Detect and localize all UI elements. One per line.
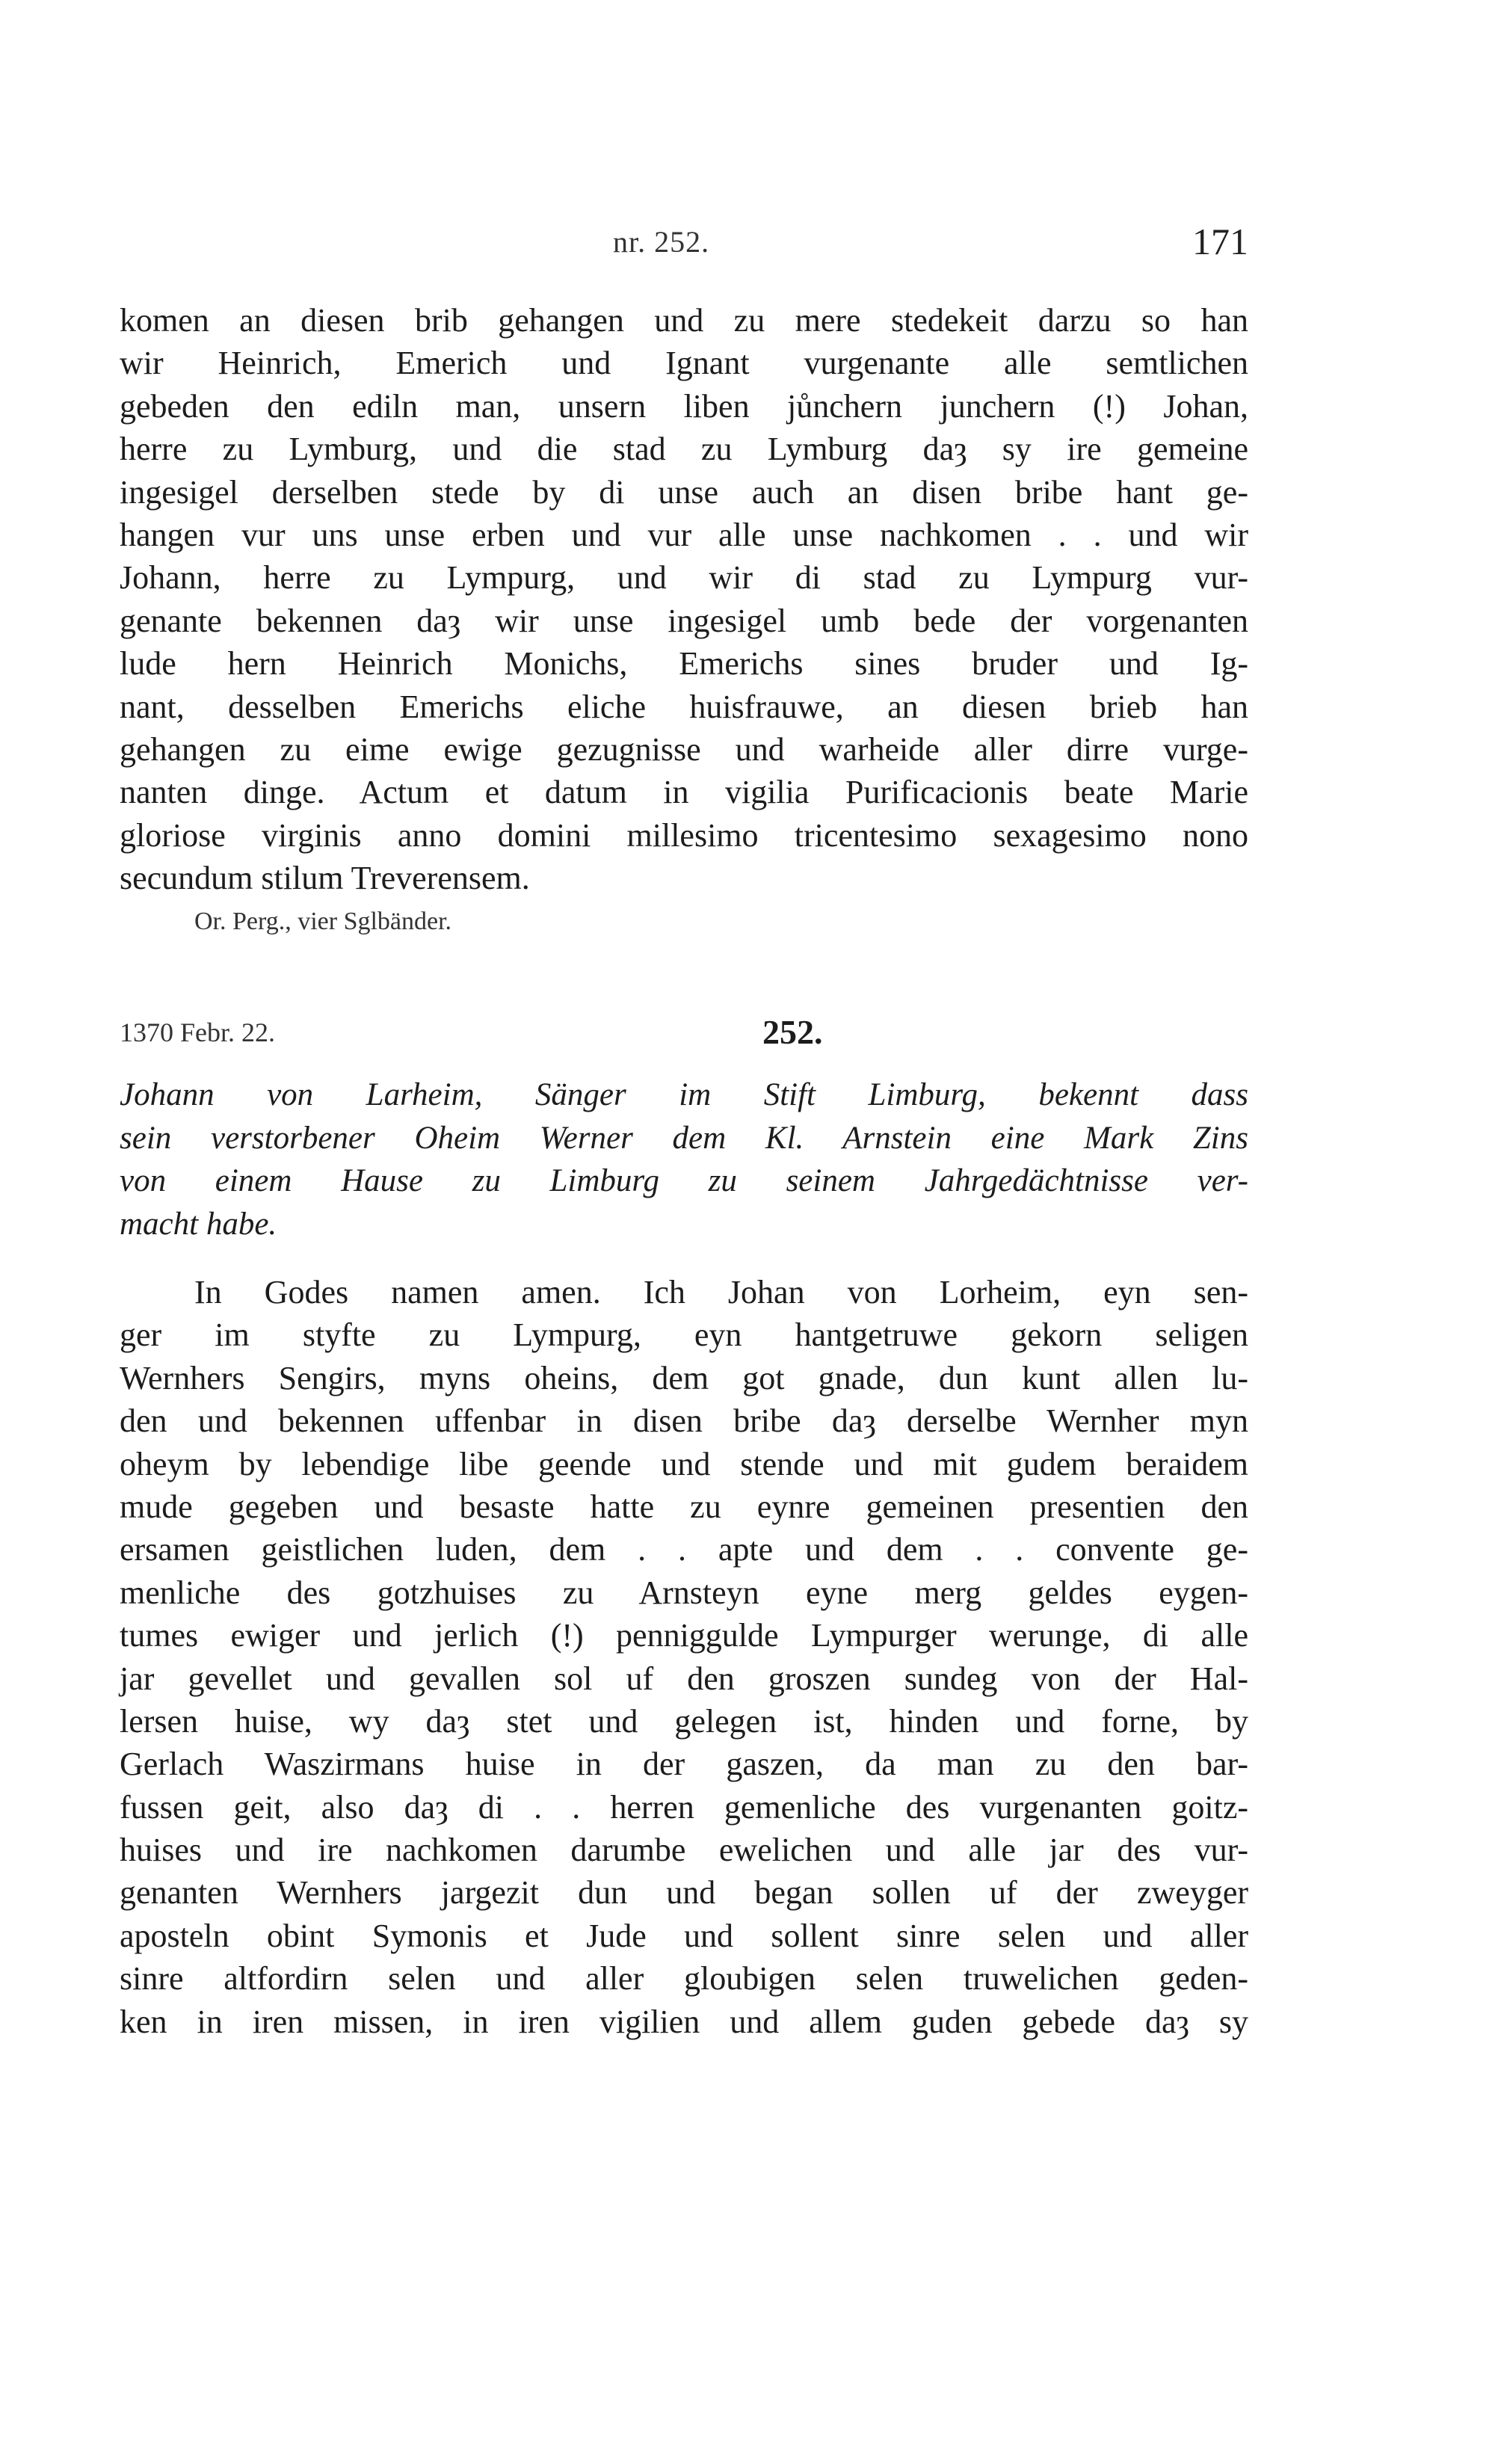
continued-text: [120, 299, 1248, 944]
document-body: [120, 1271, 1248, 2043]
text-line: In Godes namen amen. Ich Johan von Lorheim, eyn sen-: [194, 1274, 1248, 1310]
regest-line: von einem Hause zu Limburg zu seinem Jahrgedächtnisse ver-: [120, 1163, 1248, 1198]
text-line: mude gegeben und besaste hatte zu eynre gemeinen presentien den: [120, 1488, 1248, 1525]
text-line: sinre altfordirn selen und aller gloubigen selen truwelichen geden-: [120, 1960, 1248, 1998]
regest: [120, 1074, 1248, 1245]
text-line: Gerlach Waszirmans huise in der gaszen, da man zu den bar-: [120, 1746, 1248, 1783]
regest-line: macht habe.: [120, 1206, 277, 1242]
running-head: nr. 252.: [613, 225, 710, 259]
text-line: herre zu Lymburg, und die stad zu Lymburg daȝ sy ire gemeine: [120, 431, 1248, 468]
text-line: wir Heinrich, Emerich und Ignant vurgenante alle semtlichen: [120, 345, 1248, 382]
text-line: gloriose virginis anno domini millesimo tricentesimo sexagesimo nono: [120, 816, 1248, 854]
text-line: nant, desselben Emerichs eliche huisfrauwe, an diesen brieb han: [120, 688, 1248, 725]
text-line: ingesigel derselben stede by di unse auch an disen bribe hant ge-: [120, 473, 1248, 511]
text-line: aposteln obint Symonis et Jude und sollent sinre selen und aller: [120, 1917, 1248, 1954]
text-line: oheym by lebendige libe geende und stende und mit gudem beraidem: [120, 1445, 1248, 1482]
regest-line: Johann von Larheim, Sänger im Stift Limburg, bekennt dass: [120, 1077, 1248, 1112]
document-heading: [120, 1013, 1248, 1069]
text-line: gehangen zu eime ewige gezugnisse und warheide aller dirre vurge-: [120, 730, 1248, 768]
text-line: Wernhers Sengirs, myns oheins, dem got gnade, dun kunt allen lu-: [120, 1359, 1248, 1396]
text-line: genante bekennen daȝ wir unse ingesigel umb bede der vorgenanten: [120, 602, 1248, 639]
text-line: Johann, herre zu Lympurg, und wir di stad zu Lympurg vur-: [120, 559, 1248, 597]
text-line: huises und ire nachkomen darumbe ewelichen und alle jar des vur-: [120, 1832, 1248, 1869]
document-date: 1370 Febr. 22.: [120, 1017, 276, 1047]
text-line: tumes ewiger und jerlich (!) penniggulde Lympurger werunge, di alle: [120, 1617, 1248, 1654]
text-line: lersen huise, wy daȝ stet und gelegen ist, hinden und forne, by: [120, 1702, 1248, 1740]
text-line: den und bekennen uffenbar in disen bribe daȝ derselbe Wernher myn: [120, 1402, 1248, 1440]
text-line: nanten dinge. Actum et datum in vigilia Purificacionis beate Marie: [120, 774, 1248, 811]
text-line: secundum stilum Treverensem.: [120, 860, 530, 897]
text-line: komen an diesen brib gehangen und zu mere stedekeit darzu so han: [120, 302, 1248, 339]
page-header: [120, 221, 1248, 277]
text-line: gebeden den ediln man, unsern liben jůnchern junchern (!) Johan,: [120, 387, 1248, 425]
text-line: ger im styfte zu Lympurg, eyn hantgetruwe gekorn seligen: [120, 1316, 1248, 1354]
source-note: Or. Perg., vier Sglbänder.: [194, 908, 452, 936]
document-number: 252.: [762, 1013, 823, 1051]
text-line: ken in iren missen, in iren vigilien und allem guden gebede daȝ sy: [120, 2003, 1248, 2040]
text-line: lude hern Heinrich Monichs, Emerichs sines bruder und Ig-: [120, 645, 1248, 683]
page-number: 171: [1192, 221, 1248, 262]
text-line: genanten Wernhers jargezit dun und began sollen uf der zweyger: [120, 1874, 1248, 1912]
text-line: jar gevellet und gevallen sol uf den groszen sundeg von der Hal-: [120, 1660, 1248, 1697]
text-line: hangen vur uns unse erben und vur alle unse nachkomen . . und wir: [120, 516, 1248, 553]
regest-line: sein verstorbener Oheim Werner dem Kl. Arnstein eine Mark Zins: [120, 1120, 1248, 1156]
text-line: ersamen geistlichen luden, dem . . apte und dem . . convente ge-: [120, 1531, 1248, 1568]
text-line: menliche des gotzhuises zu Arnsteyn eyne merg geldes eygen-: [120, 1574, 1248, 1611]
text-line: fussen geit, also daȝ di . . herren gemenliche des vurgenanten goitz-: [120, 1788, 1248, 1826]
